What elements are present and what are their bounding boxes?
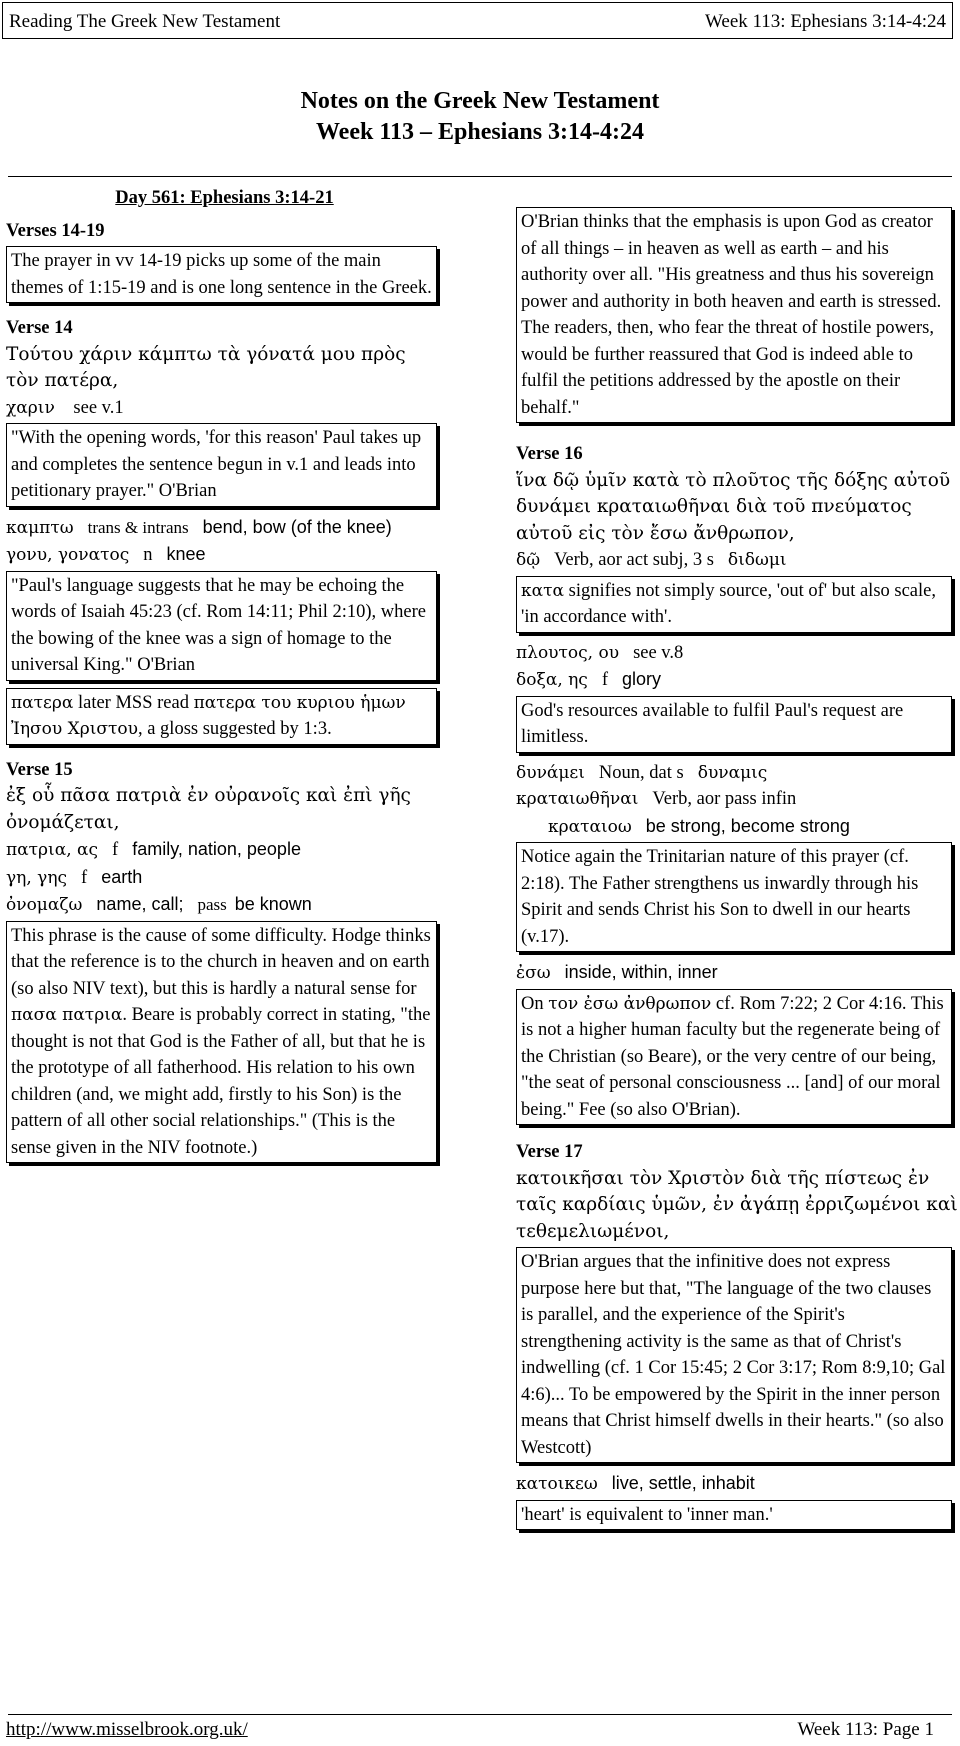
vocab-gloss: be known bbox=[234, 894, 312, 914]
vocab-parse: n bbox=[143, 545, 153, 565]
vocab-gloss: see v.1 bbox=[73, 397, 124, 418]
greek-term: πατερα bbox=[11, 692, 74, 713]
note-text: cf. Rom 7:22; 2 Cor 4:16. This is not a higher human faculty but the regenerate being of the Christian (so Beare), or the very centre of our being, "the seat of personal consciousness ... [and] of our moral being." Fee (so also O'Brian). bbox=[521, 993, 944, 1120]
vocab-word: χαριν bbox=[6, 397, 55, 418]
greek-term: κατα bbox=[521, 580, 564, 601]
vocab-entry bbox=[516, 640, 958, 667]
vocab-word: πλουτος, ου bbox=[516, 642, 620, 663]
greek-text-v15: ἐξ οὗ πᾶσα πατριὰ ἐν οὐρανοῖς καὶ ἐπὶ γῆς ὀνομάζεται, bbox=[6, 785, 411, 833]
title-rule bbox=[8, 176, 952, 177]
footer-link[interactable]: http://www.misselbrook.org.uk/ bbox=[6, 1719, 248, 1740]
note-box bbox=[6, 688, 437, 745]
vocab-parse: f bbox=[601, 670, 608, 690]
vocab-entry bbox=[6, 541, 443, 569]
vocab-lexical-form: κραταιοω bbox=[548, 816, 632, 837]
vocab-word: δυνάμει bbox=[516, 762, 585, 783]
verses-14-19-heading: Verses 14-19 bbox=[6, 220, 105, 241]
vocab-gloss: bend, bow bbox=[202, 516, 286, 537]
vocab-entry bbox=[516, 959, 958, 987]
vocab-gloss: earth bbox=[101, 866, 143, 887]
vocab-entry bbox=[516, 786, 958, 813]
vocab-parse: Verb, aor pass infin bbox=[652, 789, 797, 809]
note-box: "With the opening words, 'for this reason' Paul takes up and completes the sentence begun in v.1 and leads into petitionary prayer." O'Brian bbox=[6, 423, 437, 507]
note-box: "Paul's language suggests that he may be echoing the words of Isaiah 45:23 (cf. Rom 14:11; Phil 2:10), where the bowing of the knee was a sign of homage to the universal King." O'Brian bbox=[6, 571, 437, 681]
vocab-word: γονυ, γονατος bbox=[6, 545, 130, 565]
note-box: O'Brian argues that the infinitive does not express purpose here but that, "The language of the two clauses is parallel, and the experience of the Spirit's strengthening activity is the same as that of Christ's indwelling (cf. 1 Cor 15:45; 2 Cor 3:17; Rom 8:9,10; Gal 4:6)... To be empowered by the Spirit in the inner person means that Christ himself dwells in their hearts." (so also Westcott) bbox=[516, 1247, 952, 1463]
vocab-entry bbox=[6, 395, 443, 422]
vocab-word: ὀνομαζω bbox=[6, 895, 83, 915]
vocab-entry bbox=[516, 666, 958, 694]
vocab-parse: Noun, dat s bbox=[598, 762, 684, 783]
vocab-parse: Verb, aor act subj, 3 s bbox=[554, 550, 714, 570]
note-text: . Beare is probably correct in stating, "the thought is not that God is the Father of all, but that he is the prototype of all fatherhood. His relation to his own children (and, we might add, firstly to his Son) is the pattern of all other social relationships." (This is the sense given in the NIV footnote.) bbox=[11, 1005, 431, 1158]
verse-15-heading: Verse 15 bbox=[6, 759, 73, 780]
verse-14-heading: Verse 14 bbox=[6, 318, 73, 338]
left-column bbox=[6, 188, 443, 1170]
vocab-gloss: see v.8 bbox=[633, 642, 684, 663]
header-left: Reading The Greek New Testament bbox=[9, 11, 281, 32]
day-heading: Day 561: Ephesians 3:14-21 bbox=[115, 188, 334, 208]
vocab-lexical-form: διδωμι bbox=[727, 550, 787, 570]
vocab-parse: f bbox=[112, 840, 119, 860]
greek-term: πατερα του κυριου ἡμων Ἰησου Χριστου bbox=[11, 692, 406, 739]
note-box: The prayer in vv 14-19 picks up some of the main themes of 1:15-19 and is one long sentence in the Greek. bbox=[6, 246, 437, 303]
header-right: Week 113: Ephesians 3:14-4:24 bbox=[704, 11, 946, 32]
greek-term: τον ἐσω ἀνθρωπον bbox=[548, 993, 712, 1014]
note-box: Notice again the Trinitarian nature of this prayer (cf. 2:18). The Father strengthens us inwardly through his Spirit and sends Christ his Son to dwell in our hearts (v.17). bbox=[516, 842, 952, 952]
note-box: O'Brian thinks that the emphasis is upon God as creator of all things – in heaven as well as earth – and his authority over all. "His greatness and thus his sovereign power and authority in both heaven and earth is stressed. The readers, then, who fear the threat of hostile powers, would be further reassured that God is indeed able to fulfil the petitions addressed by the apostle on their behalf." bbox=[516, 207, 952, 423]
vocab-gloss: knee bbox=[166, 544, 206, 564]
footer-rule bbox=[8, 1714, 952, 1715]
note-text: signifies not simply source, 'out of' but also scale, 'in accordance with'. bbox=[521, 580, 936, 627]
verse-16-heading: Verse 16 bbox=[516, 444, 583, 464]
vocab-word: δῷ bbox=[516, 550, 541, 570]
note-box bbox=[6, 921, 437, 1164]
vocab-gloss-rest: (of the knee) bbox=[285, 516, 392, 537]
vocab-entry bbox=[516, 760, 958, 787]
vocab-lexical-form: δυναμις bbox=[697, 762, 768, 783]
vocab-parse: f bbox=[81, 867, 88, 888]
vocab-word: γη, γης bbox=[6, 867, 68, 888]
vocab-gloss: glory bbox=[622, 669, 662, 689]
vocab-parse: trans & intrans bbox=[87, 517, 189, 537]
vocab-word: καμπτω bbox=[6, 517, 74, 538]
right-column bbox=[516, 205, 958, 1537]
greek-text-v17: κατοικῆσαι τὸν Χριστὸν διὰ τῆς πίστεως ἐν ταῖς καρδίαις ὑμῶν, ἐν ἀγάπῃ ἐρριζωμένοι καὶ τεθεμελιωμένοι, bbox=[516, 1167, 958, 1242]
note-box bbox=[516, 576, 952, 633]
note-text: This phrase is the cause of some difficulty. Hodge thinks that the reference is to the church in heaven and on earth (so also NIV text), but this is hardly a natural sense for bbox=[11, 925, 431, 999]
note-box: God's resources available to fulfil Paul's request are limitless. bbox=[516, 696, 952, 753]
vocab-parse: pass bbox=[197, 895, 227, 914]
note-box: 'heart' is equivalent to 'inner man.' bbox=[516, 1500, 952, 1531]
vocab-word: κραταιωθῆναι bbox=[516, 789, 639, 809]
vocab-gloss: name, call; bbox=[96, 894, 184, 914]
vocab-word: ἐσω bbox=[516, 963, 551, 983]
vocab-gloss: be strong, become strong bbox=[645, 815, 850, 836]
vocab-gloss: family, nation, people bbox=[132, 839, 301, 859]
greek-text-v14: Τούτου χάριν κάμπτω τὰ γόνατά μου πρὸς τὸν πατέρα, bbox=[6, 343, 406, 391]
running-header bbox=[2, 2, 953, 39]
vocab-gloss: live, settle, inhabit bbox=[611, 1473, 755, 1493]
footer-page-number: Week 113: Page 1 bbox=[797, 1719, 934, 1740]
vocab-entry bbox=[516, 813, 958, 841]
note-text: On bbox=[521, 993, 549, 1014]
vocab-entry bbox=[6, 891, 443, 919]
page-title: Notes on the Greek New Testament bbox=[300, 88, 660, 114]
vocab-entry bbox=[6, 514, 443, 542]
vocab-word: κατοικεω bbox=[516, 1474, 598, 1494]
vocab-word: πατρια, ας bbox=[6, 840, 99, 860]
greek-text-v16: ἵνα δῷ ὑμῖν κατὰ τὸ πλοῦτος τῆς δόξης αὐτοῦ δυνάμει κραταιωθῆναι διὰ τοῦ πνεύματος αὐτοῦ εἰς τὸν ἔσω ἄνθρωπον, bbox=[516, 469, 951, 544]
page-subtitle: Week 113 – Ephesians 3:14-4:24 bbox=[315, 119, 645, 145]
vocab-entry bbox=[516, 547, 958, 574]
vocab-gloss: inside, within, inner bbox=[564, 962, 718, 982]
note-text: , a gloss suggested by 1:3. bbox=[137, 719, 332, 739]
vocab-entry bbox=[6, 864, 443, 892]
note-text: later MSS read bbox=[73, 692, 194, 713]
vocab-entry bbox=[6, 836, 443, 864]
vocab-entry bbox=[516, 1470, 958, 1498]
greek-term: πασα πατρια bbox=[11, 1005, 123, 1025]
vocab-word: δοξα, ης bbox=[516, 670, 588, 690]
verse-17-heading: Verse 17 bbox=[516, 1142, 583, 1162]
note-box bbox=[516, 989, 952, 1126]
